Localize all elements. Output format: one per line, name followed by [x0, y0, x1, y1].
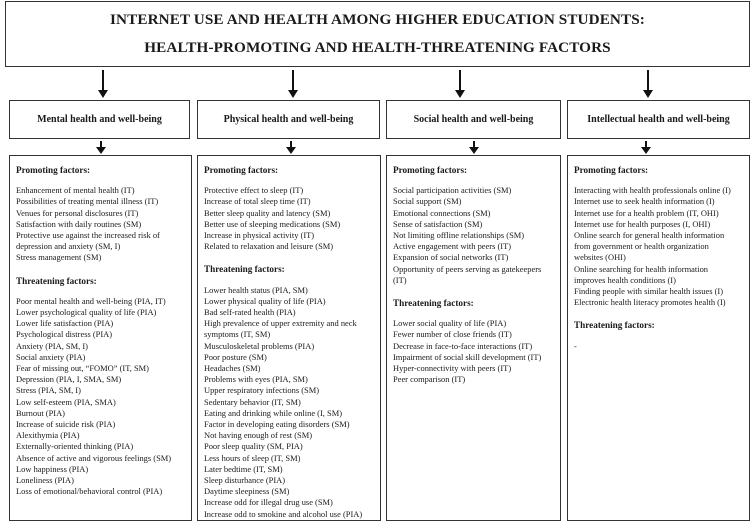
- factor-item: Lower social quality of life (PIA): [393, 318, 507, 329]
- promoting-factors-list: [393, 185, 560, 286]
- factor-item: Daytime sleepiness (SM): [204, 486, 290, 497]
- factor-item: Poor sleep quality (SM, PIA): [204, 441, 303, 452]
- header-label: Mental health and well-being: [37, 114, 162, 125]
- factor-item: Fewer number of close friends (IT): [393, 329, 512, 340]
- factor-item: Increase odd to smokine and alcohol use (PIA): [204, 508, 363, 519]
- factor-item: Possibilities of treating mental illness (IT): [16, 196, 159, 207]
- threatening-factors-heading: Threatening factors:: [393, 298, 474, 309]
- factor-item: Interacting with health professionals online (I): [574, 185, 731, 196]
- factor-item: Social support (SM): [393, 196, 462, 207]
- down-arrow-icon: [98, 70, 108, 98]
- factor-item: Better use of sleeping medications (SM): [204, 218, 341, 229]
- threatening-factors-list: [574, 341, 749, 352]
- factor-item: Absence of active and vigorous feelings (SM): [16, 452, 172, 463]
- promoting-factors-list: [16, 185, 191, 263]
- factor-item: Increase of suicide risk (PIA): [16, 419, 116, 430]
- factor-item: Enhancement of mental health (IT): [16, 185, 135, 196]
- threatening-factors-list: [204, 285, 380, 520]
- threatening-factors-heading: Threatening factors:: [574, 320, 655, 331]
- factor-item: Sleep disturbance (PIA): [204, 475, 286, 486]
- factor-item: Related to relaxation and leisure (SM): [204, 241, 334, 252]
- factor-item: Sedentary behavior (IT, SM): [204, 396, 301, 407]
- factor-item: Finding people with similar health issues (I): [574, 286, 724, 297]
- factor-item: Hyper-connectivity with peers (IT): [393, 363, 512, 374]
- factor-item: Problems with eyes (PIA, SM): [204, 374, 308, 385]
- factor-item: Not having enough of rest (SM): [204, 430, 313, 441]
- down-arrow-icon: [288, 70, 298, 98]
- factor-item: Lower psychological quality of life (PIA): [16, 307, 157, 318]
- factor-item: Increase of total sleep time (IT): [204, 196, 311, 207]
- factor-item: Burnout (PIA): [16, 407, 65, 418]
- promoting-factors-heading: Promoting factors:: [16, 165, 91, 175]
- factor-item: Bad self-rated health (PIA): [204, 307, 296, 318]
- factor-item: Stress (PIA, SM, I): [16, 385, 81, 396]
- factor-item: Social anxiety (PIA): [16, 351, 86, 362]
- factor-item: High prevalence of upper extremity and neck symptoms (IT, SM): [204, 318, 357, 340]
- factor-item: Stress management (SM): [16, 252, 102, 263]
- factor-item: Increase odd for illegal drug use (SM): [204, 497, 333, 508]
- factor-item: Musculoskeletal problems (PIA): [204, 340, 315, 351]
- promoting-factors-heading: Promoting factors:: [393, 165, 468, 175]
- factor-item: Less hours of sleep (IT, SM): [204, 452, 301, 463]
- factor-item: -: [574, 340, 577, 351]
- factor-item: Lower physical quality of life (PIA): [204, 295, 326, 306]
- factor-item: Poor mental health and well-being (PIA, IT): [16, 295, 166, 306]
- factor-item: Social participation activities (SM): [393, 185, 512, 196]
- factor-item: Electronic health literacy promotes health (I): [574, 297, 726, 308]
- threatening-factors-heading: Threatening factors:: [16, 275, 97, 286]
- promoting-factors-heading: Promoting factors:: [574, 165, 649, 175]
- threatening-factors-list: [16, 296, 191, 498]
- header-label: Intellectual health and well-being: [587, 114, 730, 125]
- factor-item: Better sleep quality and latency (SM): [204, 207, 331, 218]
- factor-item: Poor posture (SM): [204, 351, 267, 362]
- factor-item: Lower health status (PIA, SM): [204, 284, 308, 295]
- header-physical-health: [197, 100, 380, 139]
- factor-item: Loss of emotional/behavioral control (PIA): [16, 486, 163, 497]
- column-intellectual-health: [567, 155, 750, 521]
- column-physical-health: [197, 155, 381, 521]
- factor-item: Fear of missing out, “FOMO” (IT, SM): [16, 363, 149, 374]
- factor-item: Expansion of social networks (IT): [393, 252, 509, 263]
- factor-item: Psychological distress (PIA): [16, 329, 113, 340]
- factor-item: Online searching for health information improves health conditions (I): [574, 263, 709, 285]
- threatening-factors-heading: Threatening factors:: [204, 264, 285, 275]
- factor-item: Internet use for a health problem (IT, OHI): [574, 207, 719, 218]
- header-label: Physical health and well-being: [223, 114, 354, 125]
- promoting-factors-list: [204, 185, 380, 252]
- factor-item: Peer comparison (IT): [393, 374, 466, 385]
- down-arrow-icon: [641, 141, 651, 154]
- column-social-health: [386, 155, 561, 521]
- factor-item: Impairment of social skill development (IT): [393, 351, 542, 362]
- factor-item: Opportunity of peers serving as gatekeepers (IT): [393, 263, 542, 285]
- factor-item: Internet use for health purposes (I, OHI): [574, 218, 711, 229]
- header-intellectual-health: [567, 100, 750, 139]
- factor-item: Sense of satisfaction (SM): [393, 218, 483, 229]
- factor-item: Factor in developing eating disorders (SM): [204, 419, 350, 430]
- down-arrow-icon: [96, 141, 106, 154]
- down-arrow-icon: [286, 141, 296, 154]
- factor-item: Lower life satisfaction (PIA): [16, 318, 114, 329]
- promoting-factors-heading: Promoting factors:: [204, 165, 279, 175]
- diagram-title-box: [5, 1, 750, 67]
- column-mental-health: [9, 155, 192, 521]
- factor-item: Not limiting offline relationships (SM): [393, 230, 525, 241]
- header-social-health: [386, 100, 561, 139]
- down-arrow-icon: [469, 141, 479, 154]
- title-line-2: HEALTH-PROMOTING AND HEALTH-THREATENING FACTORS: [144, 39, 611, 56]
- factor-item: Low happiness (PIA): [16, 463, 89, 474]
- factor-item: Anxiety (PIA, SM, I): [16, 340, 88, 351]
- factor-item: Later bedtime (IT, SM): [204, 463, 283, 474]
- factor-item: Protective use against the increased risk of depression and anxiety (SM, I): [16, 230, 160, 252]
- factor-item: Increase in physical activity (IT): [204, 230, 315, 241]
- factor-item: Low self-esteem (PIA, SMA): [16, 396, 116, 407]
- threatening-factors-list: [393, 318, 560, 385]
- factor-item: Externally-oriented thinking (PIA): [16, 441, 134, 452]
- down-arrow-icon: [643, 70, 653, 98]
- down-arrow-icon: [455, 70, 465, 98]
- factor-item: Loneliness (PIA): [16, 475, 74, 486]
- factor-item: Depression (PIA, I, SMA, SM): [16, 374, 122, 385]
- factor-item: Online search for general health information from government or health organization websites (OHI): [574, 230, 725, 263]
- title-line-1: INTERNET USE AND HEALTH AMONG HIGHER EDUCATION STUDENTS:: [110, 11, 645, 28]
- factor-item: Alexithymia (PIA): [16, 430, 80, 441]
- factor-item: Protective effect to sleep (IT): [204, 185, 304, 196]
- factor-item: Internet use to seek health information (I): [574, 196, 715, 207]
- factor-item: Emotional connections (SM): [393, 207, 491, 218]
- factor-item: Venues for personal disclosures (IT): [16, 207, 139, 218]
- factor-item: Active engagement with peers (IT): [393, 241, 512, 252]
- header-mental-health: [9, 100, 190, 139]
- header-label: Social health and well-being: [413, 114, 534, 125]
- factor-item: Satisfaction with daily routines (SM): [16, 218, 142, 229]
- promoting-factors-list: [574, 185, 749, 308]
- factor-item: Headaches (SM): [204, 363, 261, 374]
- factor-item: Decrease in face-to-face interactions (IT): [393, 340, 533, 351]
- factor-item: Eating and drinking while online (I, SM): [204, 407, 343, 418]
- factor-item: Upper respiratory infections (SM): [204, 385, 320, 396]
